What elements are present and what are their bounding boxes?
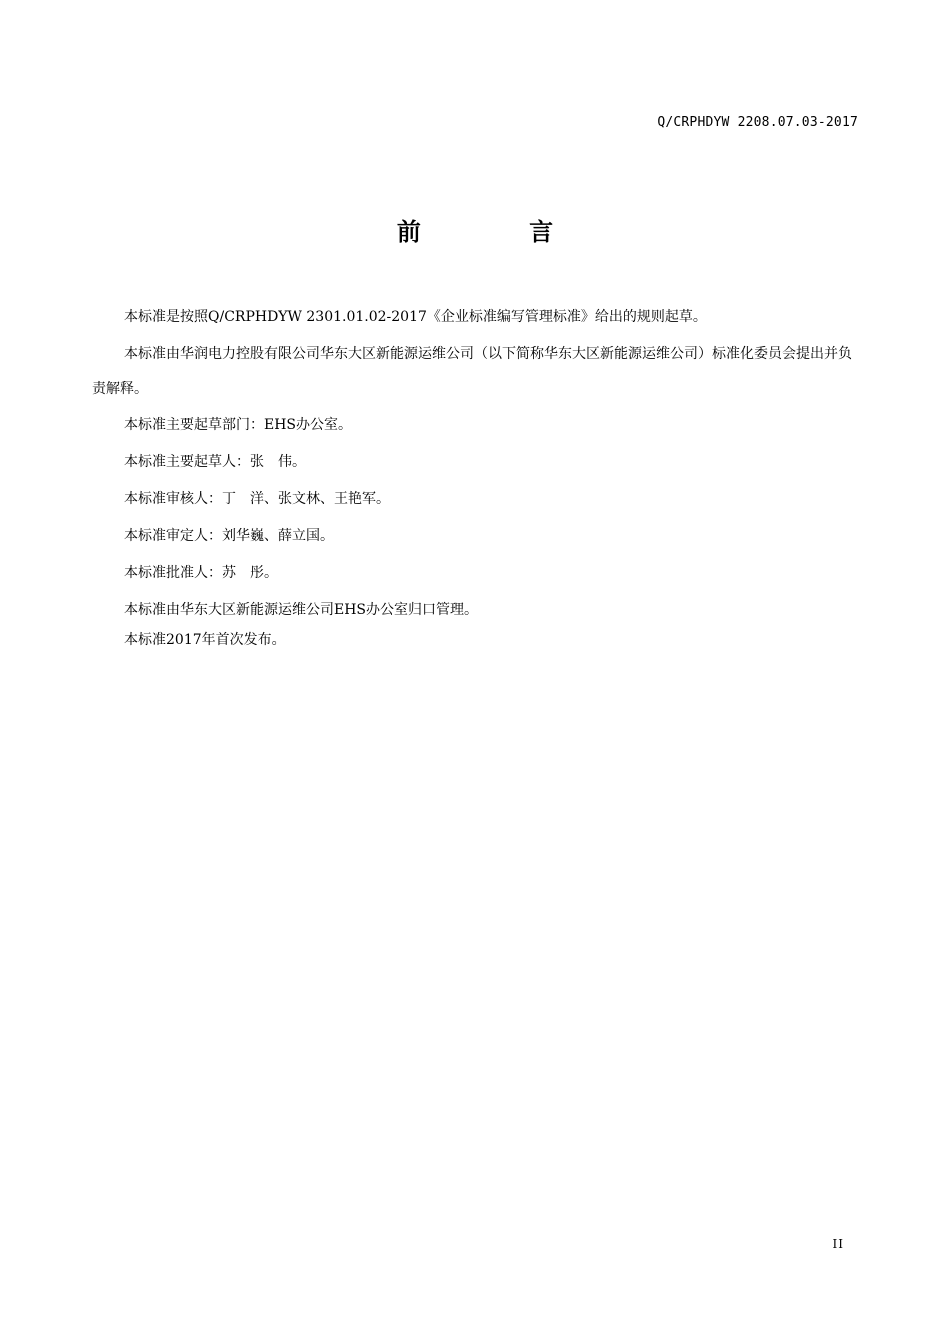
page-title: 前 言 bbox=[396, 218, 604, 246]
paragraph-first-release: 本标准2017年首次发布。 bbox=[124, 632, 286, 648]
paragraph-authorizer: 本标准批准人：苏 彤。 bbox=[124, 565, 278, 581]
paragraph-management: 本标准由华东大区新能源运维公司EHS办公室归口管理。 bbox=[124, 602, 479, 618]
standard-code: Q/CRPHDYW 2208.07.03-2017 bbox=[657, 115, 858, 130]
paragraph-reviewers: 本标准审核人：丁 洋、张文林、王艳军。 bbox=[124, 491, 390, 507]
page-number: II bbox=[832, 1237, 844, 1251]
paragraph-drafting-rules: 本标准是按照Q/CRPHDYW 2301.01.02-2017《企业标准编写管理标准》给出的规则起草。 bbox=[124, 309, 707, 325]
paragraph-proposer: 本标准由华润电力控股有限公司华东大区新能源运维公司（以下简称华东大区新能源运维公司）标准化委员会提出并负责解释。 bbox=[92, 346, 852, 397]
paragraph-drafting-department: 本标准主要起草部门：EHS办公室。 bbox=[124, 417, 353, 433]
paragraph-drafter: 本标准主要起草人：张 伟。 bbox=[124, 454, 306, 470]
foreword-body bbox=[92, 305, 860, 665]
paragraph-approvers-final: 本标准审定人：刘华巍、薛立国。 bbox=[124, 528, 334, 544]
